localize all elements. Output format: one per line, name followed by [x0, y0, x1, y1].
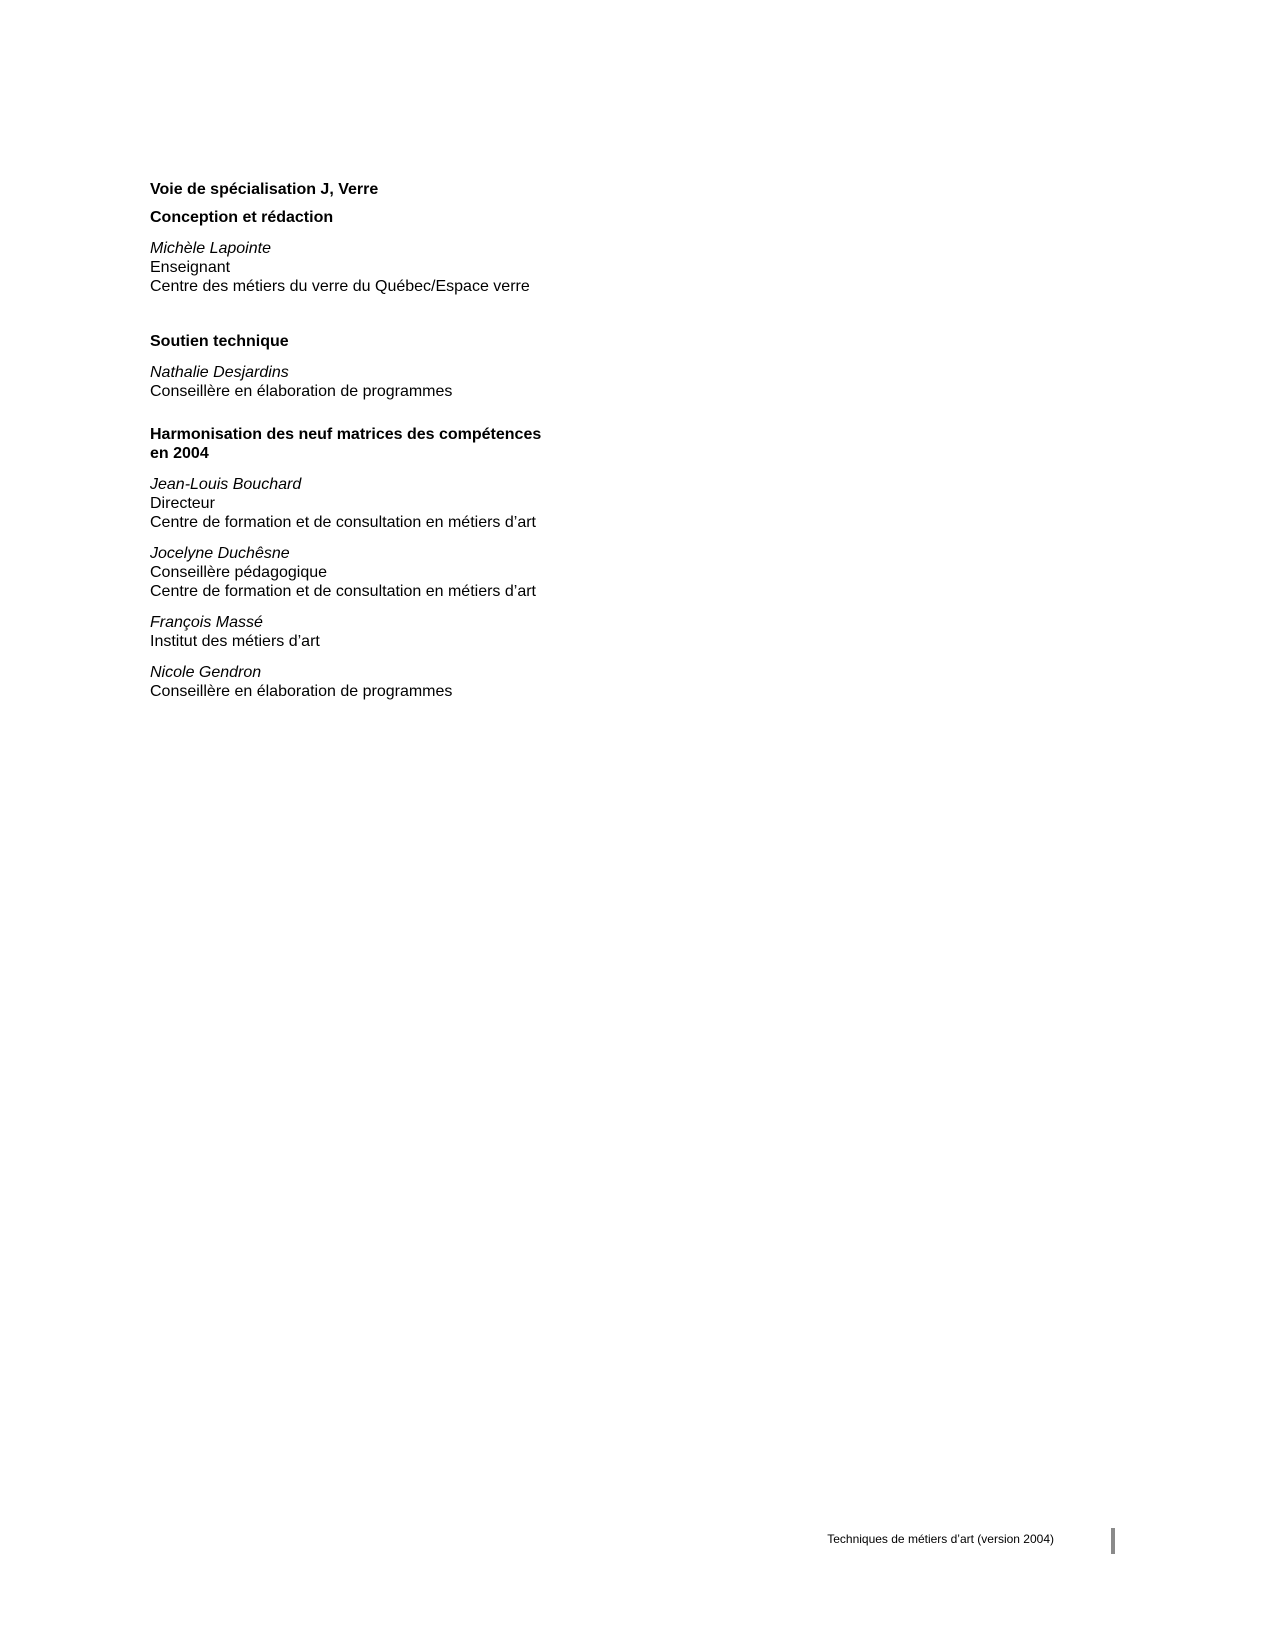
person-entry — [150, 613, 590, 651]
person-organization: Centre des métiers du verre du Québec/Espace verre — [150, 278, 530, 295]
person-name: Jocelyne Duchêsne — [150, 545, 290, 562]
harmonisation-heading-line1: Harmonisation des neuf matrices des compétences — [150, 426, 542, 443]
conception-heading: Conception et rédaction — [150, 209, 334, 226]
person-name: François Massé — [150, 614, 263, 631]
person-entry — [150, 363, 590, 401]
person-role: Directeur — [150, 495, 215, 512]
person-name: Jean-Louis Bouchard — [150, 476, 302, 493]
person-name: Nicole Gendron — [150, 664, 262, 681]
person-role: Conseillère en élaboration de programmes — [150, 383, 453, 400]
person-entry — [150, 544, 590, 601]
person-entry — [150, 475, 590, 532]
person-name: Michèle Lapointe — [150, 240, 271, 257]
harmonisation-heading-line2: en 2004 — [150, 445, 209, 462]
person-role: Conseillère en élaboration de programmes — [150, 683, 453, 700]
footer-divider-bar — [1111, 1528, 1115, 1554]
person-organization: Centre de formation et de consultation en métiers d’art — [150, 583, 536, 600]
page-footer: Techniques de métiers d’art (version 2004) — [827, 1532, 1054, 1546]
person-name: Nathalie Desjardins — [150, 364, 289, 381]
specialization-title: Voie de spécialisation J, Verre — [150, 181, 379, 198]
soutien-heading: Soutien technique — [150, 333, 289, 350]
person-role: Conseillère pédagogique — [150, 564, 328, 581]
person-role: Enseignant — [150, 259, 231, 276]
credits-content — [150, 180, 590, 713]
person-entry — [150, 663, 590, 701]
person-organization: Centre de formation et de consultation en métiers d’art — [150, 514, 536, 531]
person-organization: Institut des métiers d’art — [150, 633, 320, 650]
person-entry — [150, 239, 590, 296]
harmonisation-heading — [150, 425, 590, 463]
